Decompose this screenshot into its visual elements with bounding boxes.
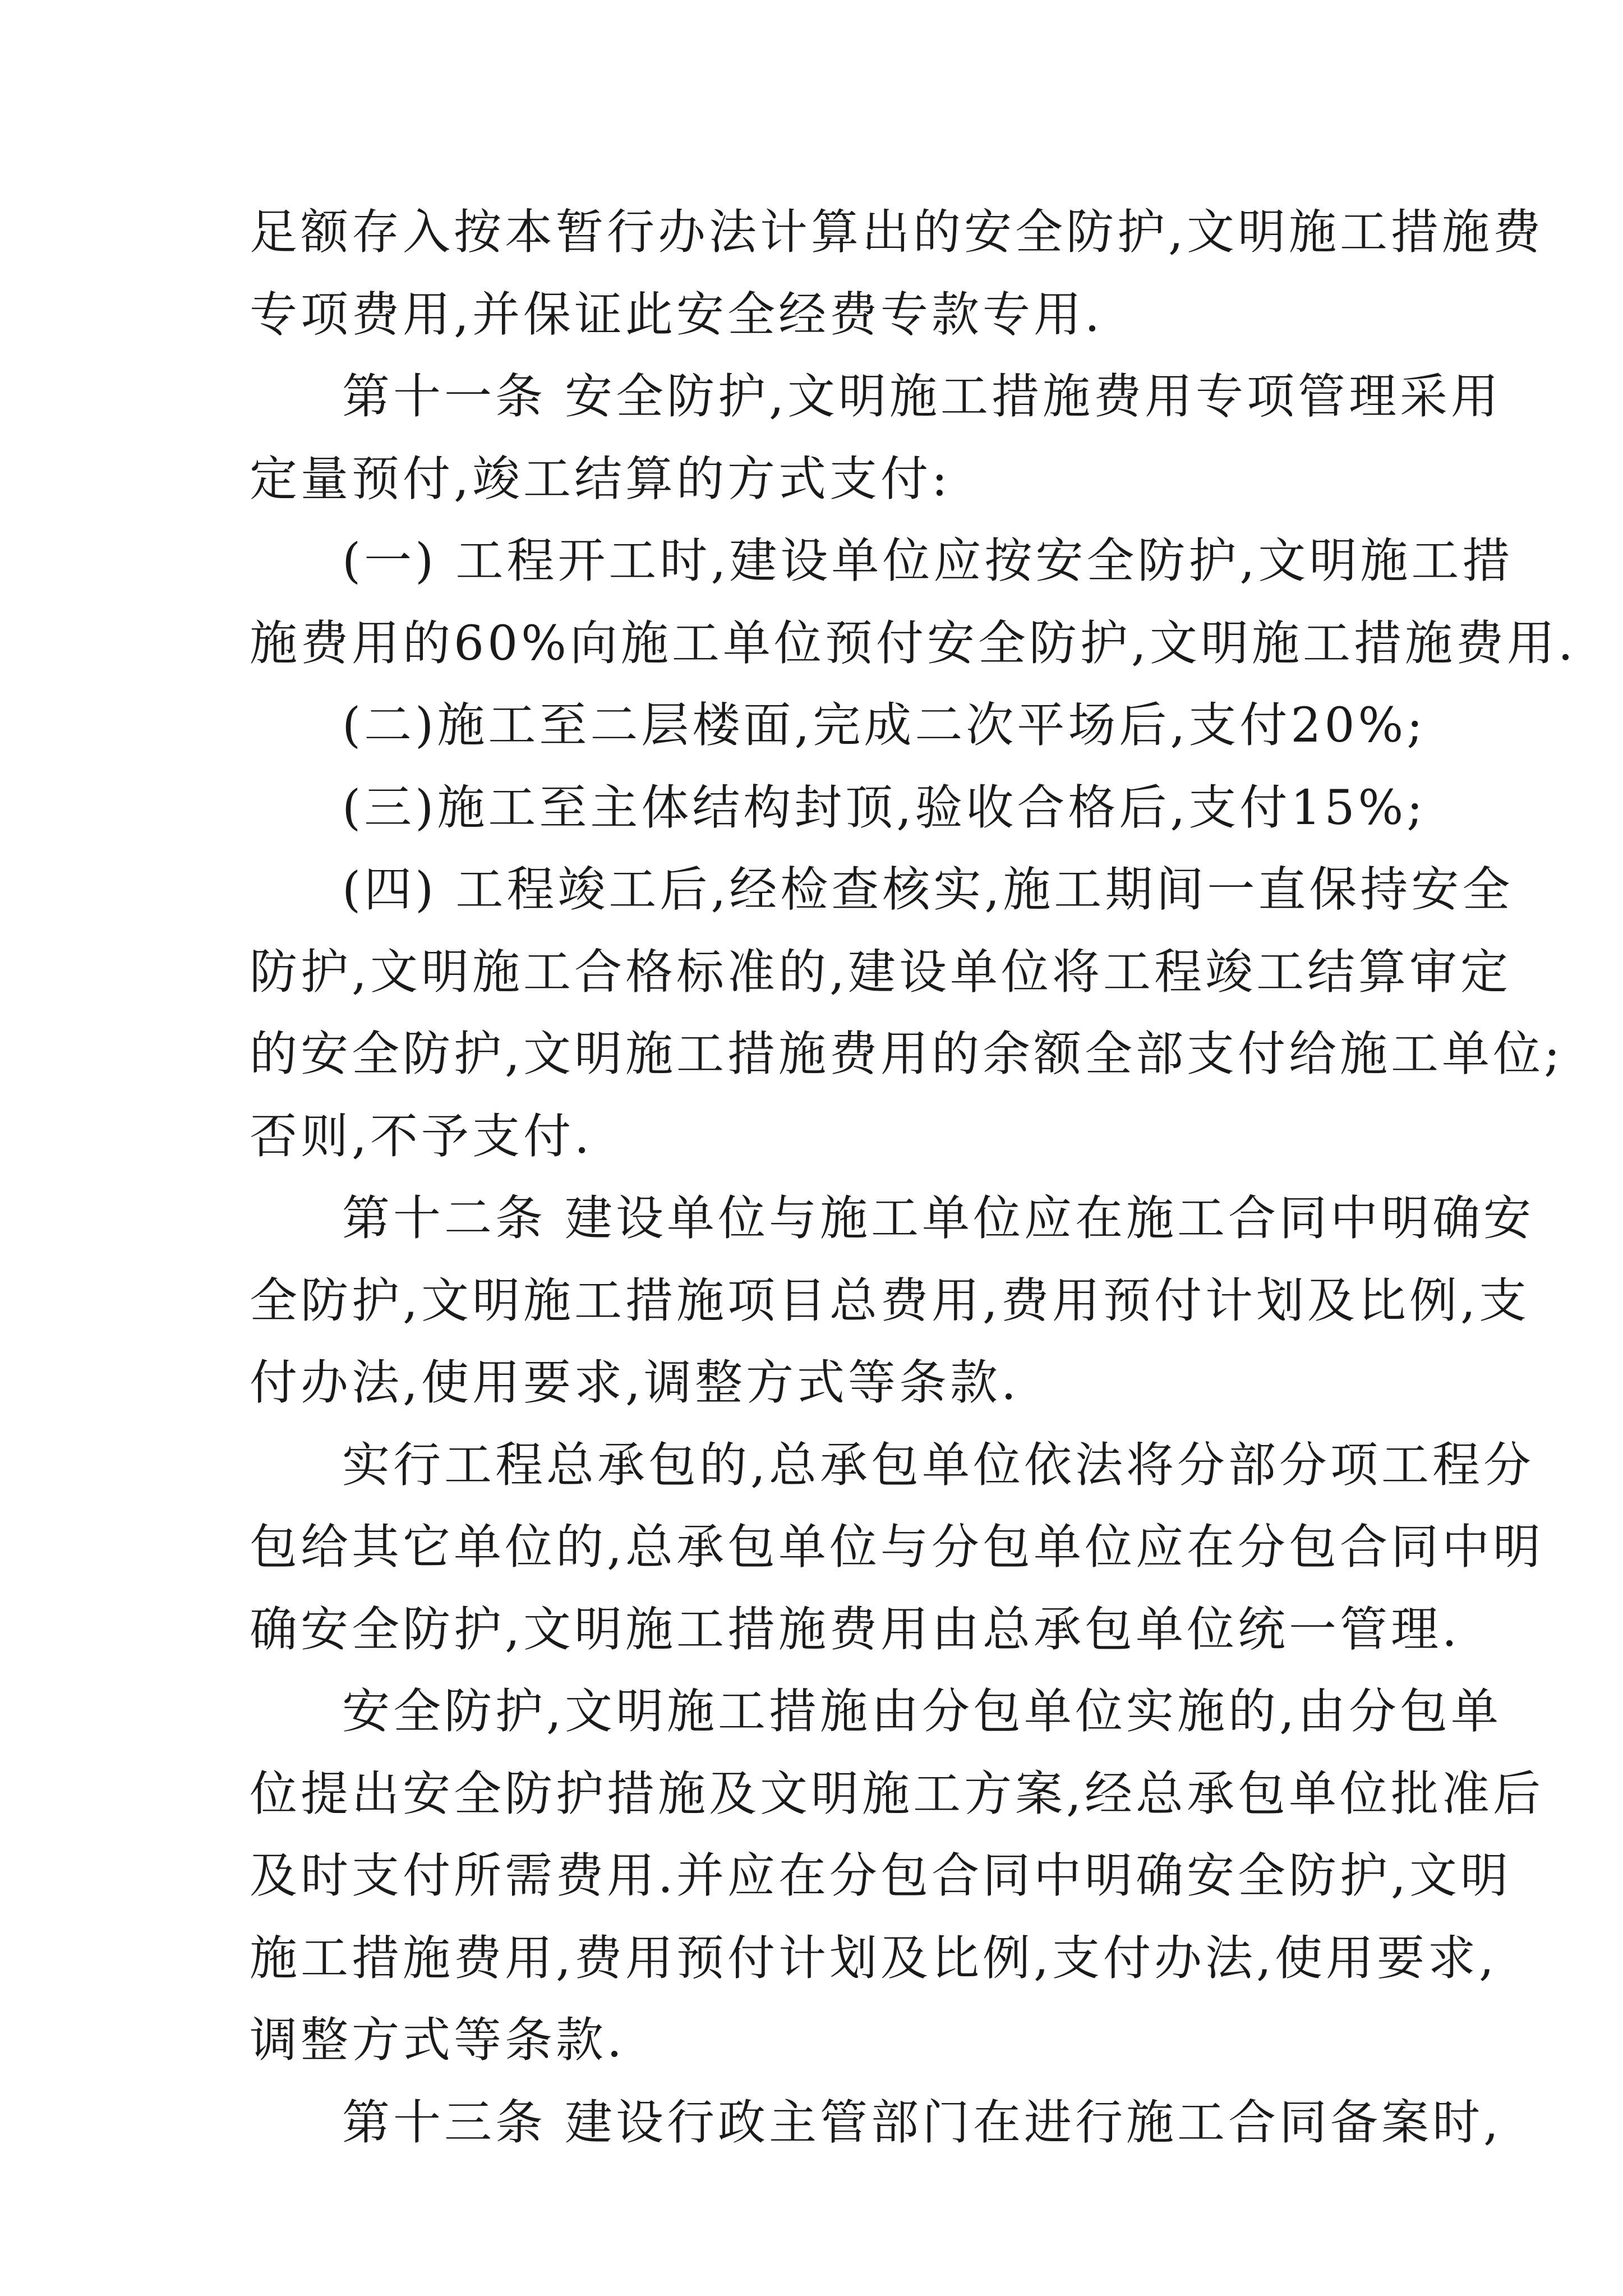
text-line: 包给其它单位的,总承包单位与分包单位应在分包合同中明: [250, 1520, 1544, 1575]
text-line: 第十二条 建设单位与施工单位应在施工合同中明确安: [342, 1191, 1535, 1246]
text-line: (二)施工至二层楼面,完成二次平场后,支付20%;: [342, 698, 1426, 753]
text-line: 施费用的60%向施工单位预付安全防护,文明施工措施费用.: [250, 616, 1576, 671]
text-line: 否则,不予支付.: [250, 1109, 593, 1165]
text-line: 全防护,文明施工措施项目总费用,费用预付计划及比例,支: [250, 1273, 1530, 1329]
text-line: 调整方式等条款.: [250, 2013, 626, 2068]
text-line: 防护,文明施工合格标准的,建设单位将工程竣工结算审定: [250, 945, 1512, 1000]
text-line: 位提出安全防护措施及文明施工方案,经总承包单位批准后: [250, 1766, 1544, 1822]
text-line: 专项费用,并保证此安全经费专款专用.: [250, 287, 1104, 343]
text-line: (四) 工程竣工后,经检查核实,施工期间一直保持安全: [342, 862, 1514, 918]
text-line: (三)施工至主体结构封顶,验收合格后,支付15%;: [342, 780, 1426, 836]
text-line: 第十三条 建设行政主管部门在进行施工合同备案时,: [342, 2095, 1502, 2151]
text-line: (一) 工程开工时,建设单位应按安全防护,文明施工措: [342, 533, 1514, 589]
text-line: 的安全防护,文明施工措施费用的余额全部支付给施工单位;: [250, 1027, 1564, 1082]
text-line: 施工措施费用,费用预付计划及比例,支付办法,使用要求,: [250, 1931, 1498, 1986]
text-line: 安全防护,文明施工措施由分包单位实施的,由分包单: [342, 1684, 1502, 1740]
text-line: 付办法,使用要求,调整方式等条款.: [250, 1355, 1020, 1411]
text-line: 足额存入按本暂行办法计算出的安全防护,文明施工措施费: [250, 205, 1544, 260]
text-line: 实行工程总承包的,总承包单位依法将分部分项工程分: [342, 1438, 1535, 1493]
text-line: 第十一条 安全防护,文明施工措施费用专项管理采用: [342, 369, 1502, 425]
text-line: 及时支付所需费用.并应在分包合同中明确安全防护,文明: [250, 1848, 1512, 1904]
text-line: 确安全防护,文明施工措施费用由总承包单位统一管理.: [250, 1602, 1461, 1658]
text-line: 定量预付,竣工结算的方式支付:: [250, 452, 951, 507]
